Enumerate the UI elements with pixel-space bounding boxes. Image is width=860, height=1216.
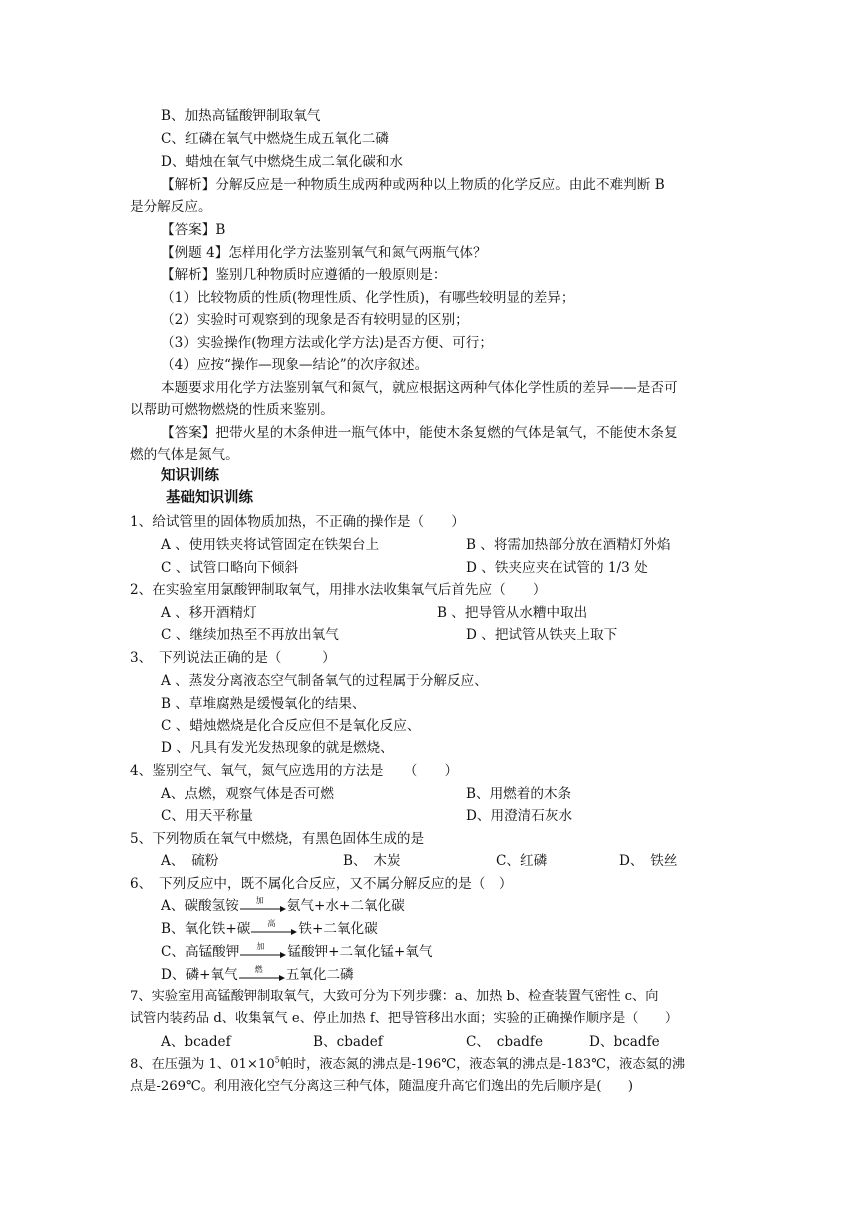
question-4-stem: 4、鉴别空气、氧气，氮气应选用的方法是 （ ）: [130, 763, 459, 779]
question-2-option-b: B 、把导管从水糟中取出: [437, 605, 588, 621]
question-8-stem-line2: 点是-269℃。利用液化空气分离这三种气体，随温度升高它们逸出的先后顺序是( ): [130, 1079, 634, 1094]
answer-4-line1: 【答案】把带火星的木条伸进一瓶气体中，能使木条复燃的气体是氧气，不能使木条复: [161, 425, 678, 441]
question-4-option-a: A、点燃，观察气体是否可燃: [161, 786, 334, 802]
question-1-option-a: A 、使用铁夹将试管固定在铁架台上: [161, 537, 380, 553]
question-6-option-b: [161, 920, 378, 938]
question-1-option-b: B 、将需加热部分放在酒精灯外焰: [466, 537, 671, 553]
analysis-4: 【解析】鉴别几种物质时应遵循的一般原则是：: [161, 267, 447, 283]
section-title: 知识训练: [161, 468, 219, 484]
question-7-stem-line1: 7、实验室用高锰酸钾制取氧气，大致可分为下列步骤：a、加热 b、检查装置气密性 c、向: [130, 989, 659, 1004]
question-1-stem: 1、给试管里的固体物质加热，不正确的操作是（ ）: [130, 514, 465, 530]
question-3-stem: 3、 下列说法正确的是（ ）: [130, 650, 336, 666]
product-text: 锰酸钾+二氧化锰+氧气: [287, 944, 433, 960]
exponent: 5: [274, 1055, 280, 1065]
question-7-option-b: B、cbadef: [313, 1034, 383, 1050]
subsection-title: 基础知识训练: [166, 490, 253, 506]
product-text: 氨气+水+二氧化碳: [286, 898, 405, 914]
question-2-option-c: C 、继续加热至不再放出氧气: [161, 627, 339, 643]
question-2-stem: 2、在实验室用氯酸钾制取氧气，用排水法收集氧气后首先应（ ）: [130, 582, 547, 598]
rule-3: （3）实验操作(物理方法或化学方法)是否方便、可行；: [161, 335, 493, 351]
product-text: 铁+二氧化碳: [298, 921, 378, 937]
question-3-option-b: B 、草堆腐熟是缓慢氧化的结果、: [161, 696, 366, 712]
paragraph-line1: 本题要求用化学方法鉴别氧气和氮气，就应根据这两种气体化学性质的差异——是否可: [161, 380, 678, 396]
question-7-option-a: A、bcadef: [161, 1034, 231, 1050]
reactant-text: B、氧化铁+碳: [161, 921, 251, 937]
rule-1: （1）比较物质的性质(物理性质、化学性质)，有哪些较明显的差异；: [161, 290, 575, 306]
question-5-option-c: C、红磷: [496, 853, 548, 869]
paragraph-line2: 以帮助可燃物燃烧的性质来鉴别。: [130, 402, 334, 418]
question-3-option-c: C 、蜡烛燃烧是化合反应但不是氧化反应、: [161, 718, 421, 734]
reaction-condition: 燃: [254, 965, 263, 974]
reaction-arrow: [240, 897, 286, 915]
option-c-line: C、红磷在氧气中燃烧生成五氧化二磷: [161, 131, 389, 147]
question-6-option-a: [161, 897, 405, 915]
stem-text: 帕时，液态氮的沸点是-196℃，液态氧的沸点是-183℃，液态氦的沸: [279, 1057, 686, 1072]
arrow-icon: [240, 951, 286, 959]
question-7-stem-line2: 试管内装药品 d、收集氧气 e、停止加热 f、把导管移出水面；实验的正确操作顺序是（ ）: [130, 1011, 679, 1026]
answer-4-line2: 燃的气体是氮气。: [130, 447, 239, 463]
arrow-icon: [251, 928, 297, 936]
question-1-option-c: C 、试管口略向下倾斜: [161, 560, 299, 576]
reactant-text: C、高锰酸钾: [161, 944, 240, 960]
example-4-title: 【例题 4】怎样用化学方法鉴别氧气和氮气两瓶气体？: [161, 245, 487, 261]
question-2-option-a: A 、移开酒精灯: [161, 605, 257, 621]
reaction-condition: 加: [255, 896, 264, 905]
question-6-stem: 6、 下列反应中，既不属化合反应，又不属分解反应的是（ ）: [130, 876, 513, 892]
question-7-option-d: D、bcadfe: [589, 1034, 660, 1050]
question-6-option-d: [161, 966, 354, 984]
arrow-icon: [239, 974, 285, 982]
reaction-arrow: [251, 920, 297, 938]
analysis-3-line2: 是分解反应。: [130, 199, 212, 215]
option-b-line: B、加热高锰酸钾制取氧气: [161, 108, 321, 124]
rule-2: （2）实验时可观察到的现象是否有较明显的区别；: [161, 312, 469, 328]
question-6-option-c: [161, 943, 433, 961]
question-4-option-b: B、用燃着的木条: [466, 786, 572, 802]
answer-3: 【答案】B: [161, 222, 226, 238]
question-4-option-d: D、用澄清石灰水: [466, 808, 573, 824]
rule-4: （4）应按“操作—现象—结论”的次序叙述。: [161, 357, 429, 373]
reaction-arrow: [239, 966, 285, 984]
question-3-option-a: A 、蒸发分离液态空气制备氧气的过程属于分解反应、: [161, 673, 488, 689]
reaction-condition: 加: [256, 942, 265, 951]
question-2-option-d: D 、把试管从铁夹上取下: [466, 627, 618, 643]
question-5-option-a: A、 硫粉: [161, 853, 219, 869]
option-d-line: D、蜡烛在氧气中燃烧生成二氧化碳和水: [161, 154, 403, 170]
question-4-option-c: C、用天平称量: [161, 808, 253, 824]
analysis-3-line1: 【解析】分解反应是一种物质生成两种或两种以上物质的化学反应。由此不难判断 B: [161, 177, 665, 193]
question-7-option-c: C、 cbadfe: [466, 1034, 543, 1050]
question-1-option-d: D 、铁夹应夹在试管的 1/3 处: [466, 560, 648, 576]
reactant-text: D、磷+氧气: [161, 967, 238, 983]
question-5-stem: 5、下列物质在氧气中燃烧，有黑色固体生成的是: [130, 831, 425, 847]
reaction-arrow: [240, 943, 286, 961]
stem-text: 8、在压强为 1、01×10: [130, 1057, 275, 1072]
reactant-text: A、碳酸氢铵: [161, 898, 239, 914]
question-5-option-b: B、 木炭: [343, 853, 401, 869]
question-8-stem-line1: [130, 1056, 685, 1074]
question-5-option-d: D、 铁丝: [619, 853, 678, 869]
product-text: 五氧化二磷: [285, 967, 354, 983]
reaction-condition: 高: [267, 919, 276, 928]
arrow-icon: [240, 905, 286, 913]
question-3-option-d: D 、凡具有发光发热现象的就是燃烧、: [161, 740, 394, 756]
